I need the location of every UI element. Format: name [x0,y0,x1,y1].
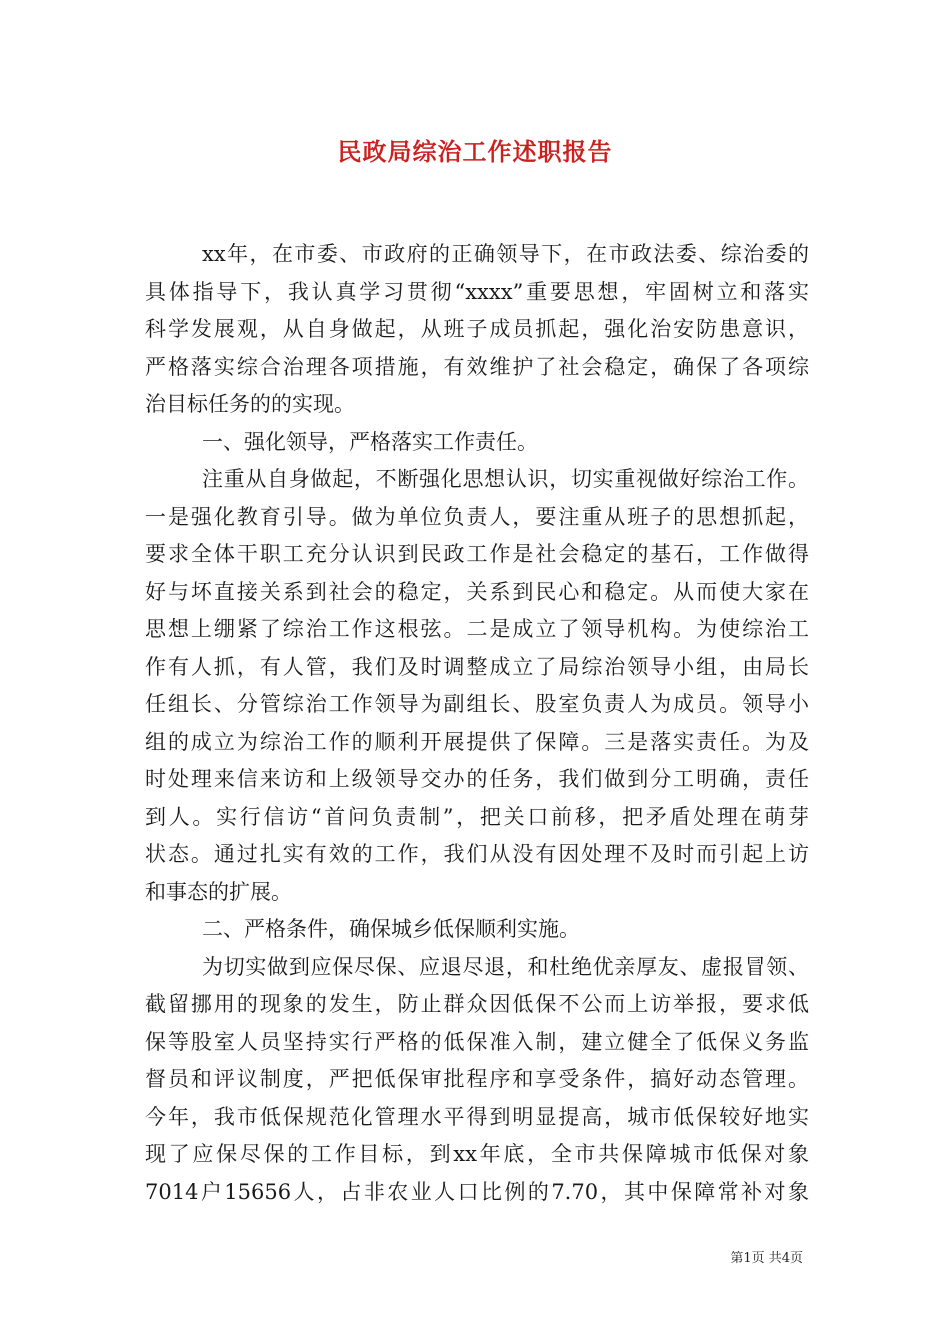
document-title: 民政局综治工作述职报告 [337,137,613,166]
paragraph-line: 为切实做到应保尽保、应退尽退，和杜绝优亲厚友、虚报冒领、 [202,954,809,979]
paragraph-line: 科学发展观，从自身做起，从班子成员抓起，强化治安防患意识， [145,317,809,341]
paragraph-line: 具体指导下，我认真学习贯彻“xxxx”重要思想，牢固树立和落实 [145,279,809,304]
paragraph-line: 好与坏直接关系到社会的稳定，关系到民心和稳定。从而使大家在 [145,579,809,604]
section-heading: 一、强化领导，严格落实工作责任。 [202,429,538,454]
paragraph-line: 思想上绷紧了综治工作这根弦。二是成立了领导机构。为使综治工 [145,617,809,641]
paragraph-line: 到人。实行信访“首问负责制”，把关口前移，把矛盾处理在萌芽 [145,804,809,829]
paragraph-line: 治目标任务的的实现。 [145,392,355,416]
page-number: 第1页 共4页 [730,1251,803,1266]
paragraph-line: 截留挪用的现象的发生，防止群众因低保不公而上访举报，要求低 [145,992,809,1016]
paragraph-line: 组的成立为综治工作的顺利开展提供了保障。三是落实责任。为及 [145,729,809,754]
paragraph-line: 今年，我市低保规范化管理水平得到明显提高，城市低保较好地实 [145,1104,809,1129]
paragraph-line: 要求全体干职工充分认识到民政工作是社会稳定的基石，工作做得 [145,542,809,566]
section-heading: 二、严格条件，确保城乡低保顺利实施。 [202,917,580,941]
paragraph-line: 任组长、分管综治工作领导为副组长、股室负责人为成员。领导小 [145,692,809,716]
paragraph-line: 状态。通过扎实有效的工作，我们从没有因处理不及时而引起上访 [145,842,809,866]
paragraph-line: 保等股室人员坚持实行严格的低保准入制，建立健全了低保义务监 [145,1029,809,1054]
paragraph-line: 注重从自身做起，不断强化思想认识，切实重视做好综治工作。 [202,467,809,491]
paragraph-line: xx年，在市委、市政府的正确领导下，在市政法委、综治委的 [202,242,809,266]
paragraph-line: 严格落实综合治理各项措施，有效维护了社会稳定，确保了各项综 [145,354,809,379]
paragraph-line: 时处理来信来访和上级领导交办的任务，我们做到分工明确，责任 [145,767,809,791]
paragraph-line: 和事态的扩展。 [145,879,292,904]
document-body [145,236,809,1211]
paragraph-line: 作有人抓，有人管，我们及时调整成立了局综治领导小组，由局长 [145,654,809,679]
paragraph-line: 一是强化教育引导。做为单位负责人，要注重从班子的思想抓起， [145,504,809,529]
paragraph-line: 现了应保尽保的工作目标，到xx年底，全市共保障城市低保对象 [145,1142,809,1166]
paragraph-line: 7014户15656人，占非农业人口比例的7.70，其中保障常补对象 [145,1179,809,1204]
paragraph-line: 督员和评议制度，严把低保审批程序和享受条件，搞好动态管理。 [145,1067,809,1091]
